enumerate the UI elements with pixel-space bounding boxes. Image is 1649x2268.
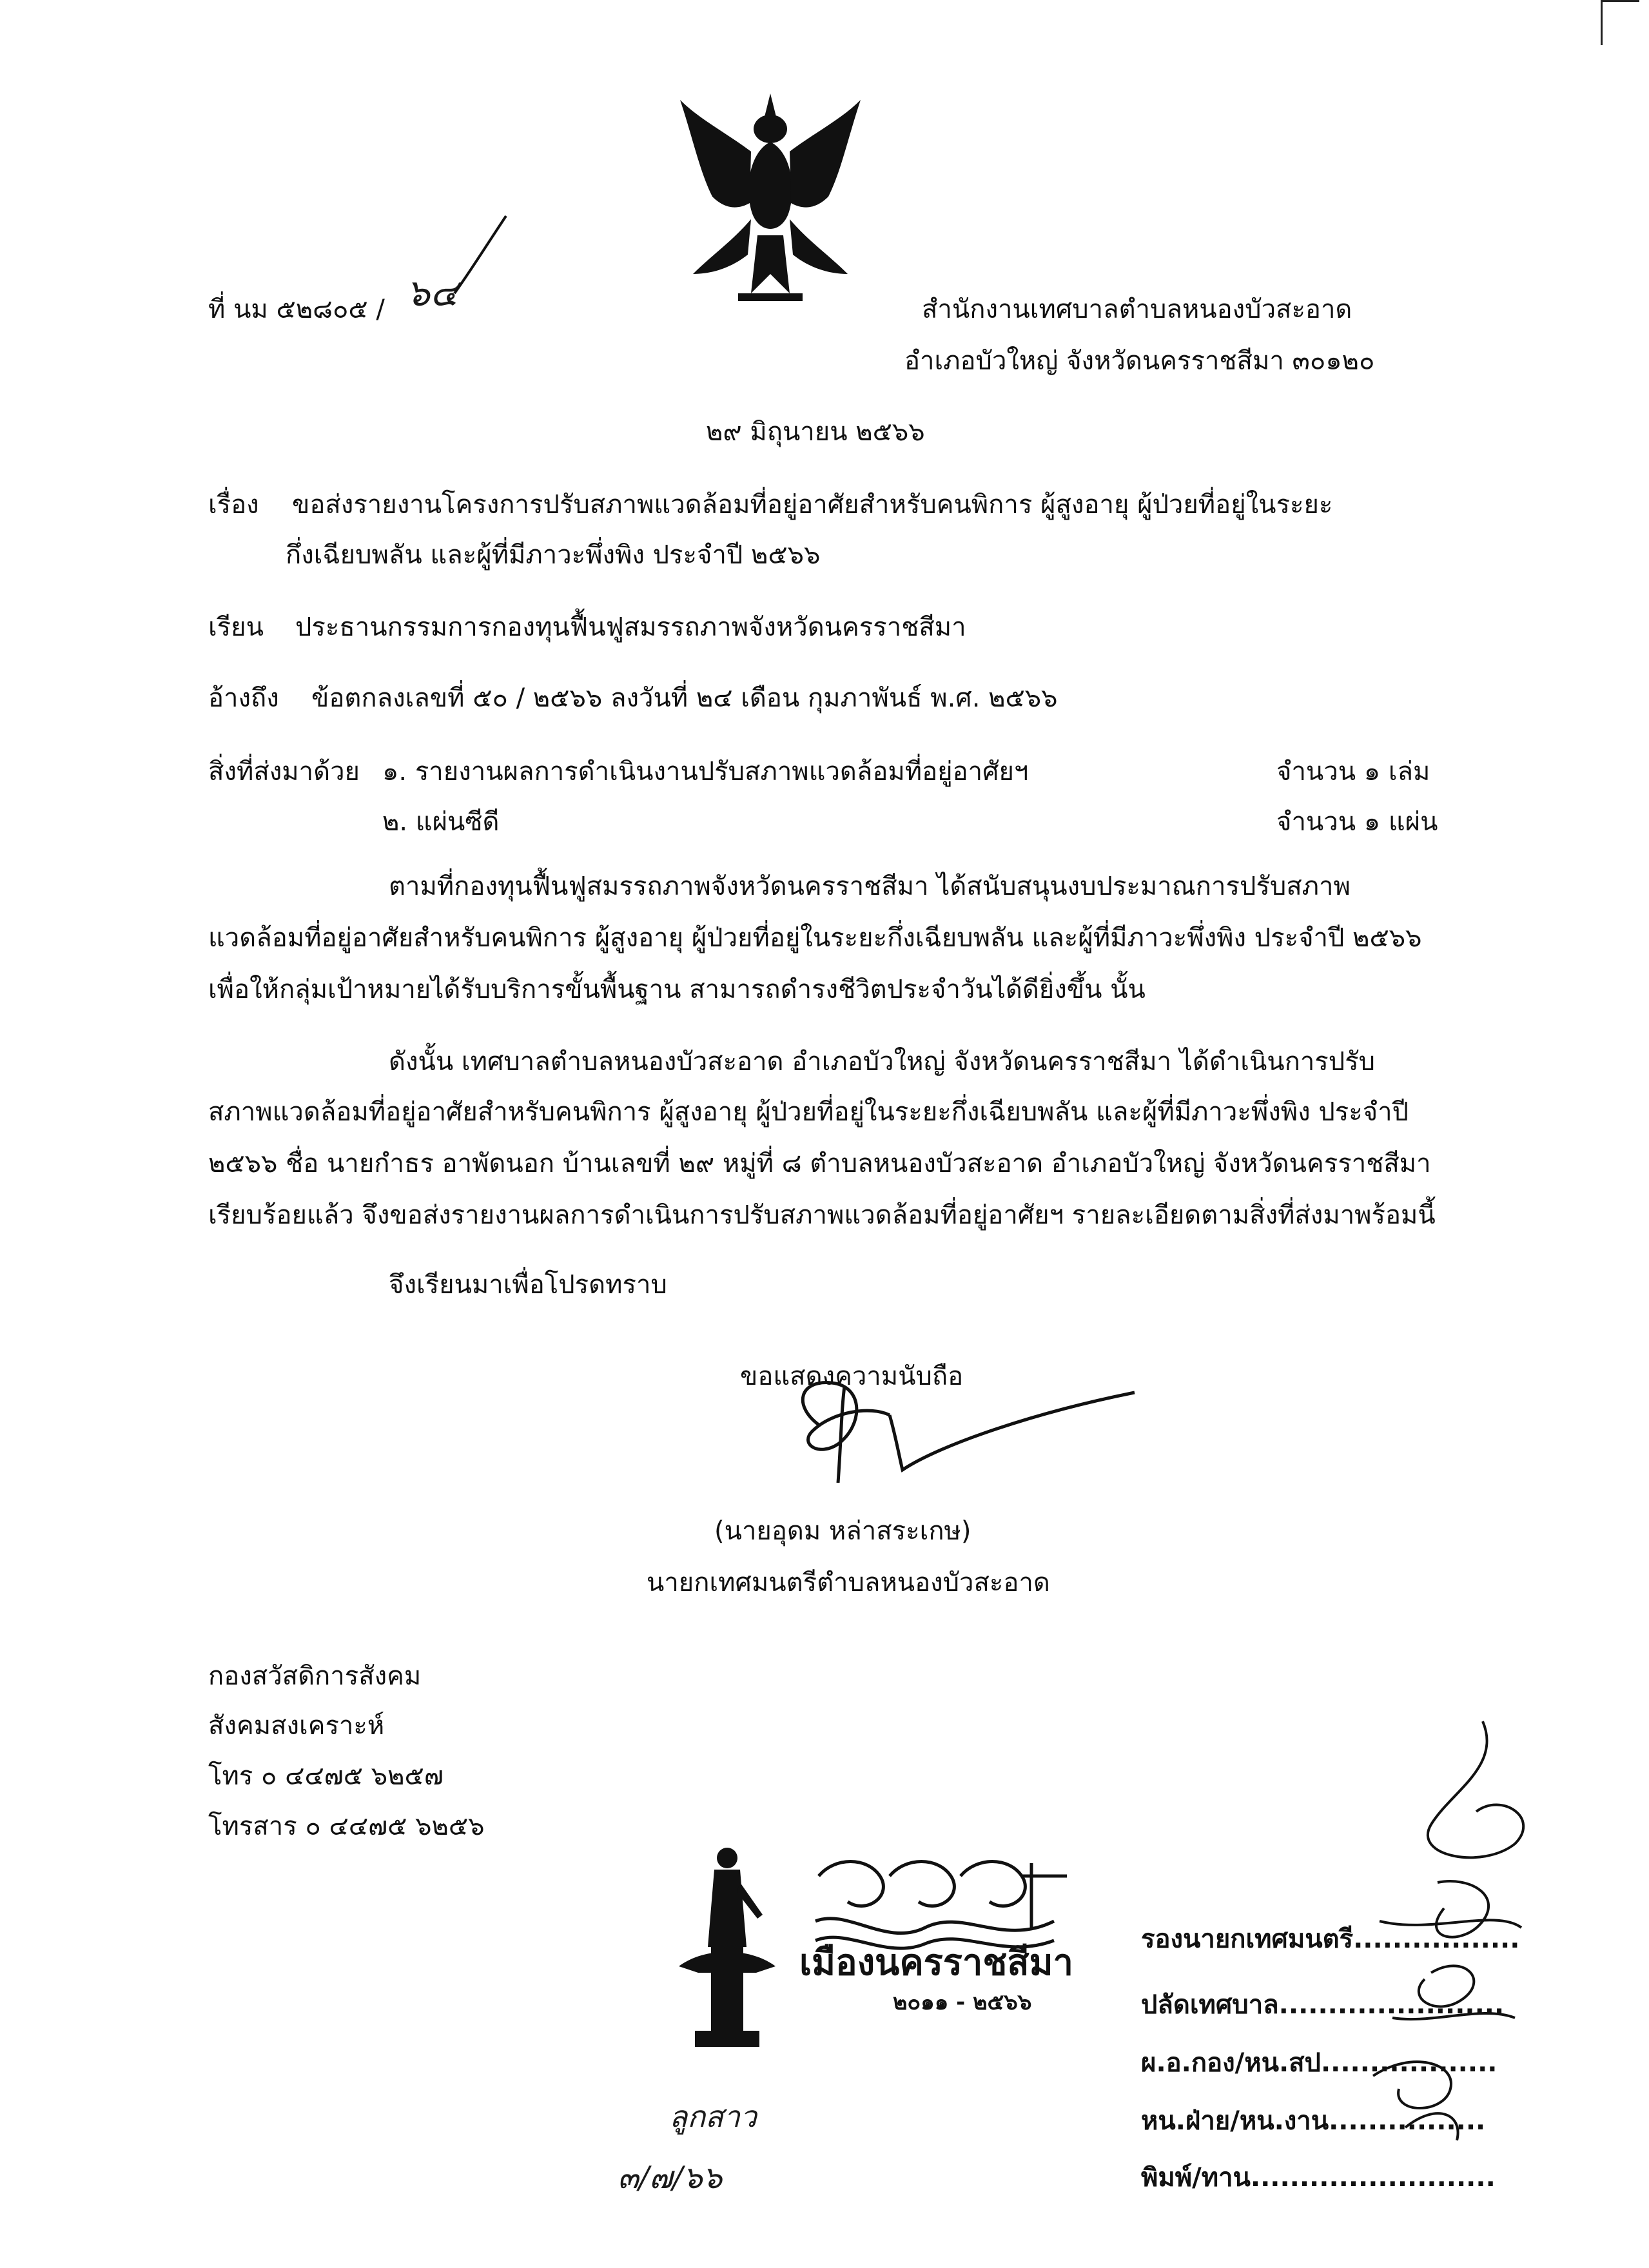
garuda-emblem	[674, 81, 867, 319]
enclosure-quantity: จำนวน ๑ แผ่น	[1276, 807, 1438, 837]
to-recipient: ประธานกรรมการกองทุนฟื้นฟูสมรรถภาพจังหวัดนครราชสีมา	[295, 612, 966, 642]
office-address: อำเภอบัวใหญ่ จังหวัดนครราชสีมา ๓๐๑๒๐	[904, 346, 1375, 376]
city-emblem-years: ๒๐๑๑ - ๒๕๖๖	[893, 1989, 1032, 2015]
routing-line: พิมพ์/ทาน.........................	[1141, 2163, 1496, 2193]
subject-label: เรื่อง	[208, 490, 259, 520]
paragraph-1-line: เพื่อให้กลุ่มเป้าหมายได้รับบริการขั้นพื้นฐาน สามารถดำรงชีวิตประจำวันได้ดียิ่งขึ้น นั้น	[208, 975, 1146, 1004]
handwritten-note: ๓/๗/๖๖	[618, 2160, 723, 2196]
paragraph-2-line: สภาพแวดล้อมที่อยู่อาศัยสำหรับคนพิการ ผู้สูงอายุ ผู้ป่วยที่อยู่ในระยะกึ่งเฉียบพลัน และผู้ที่มีภาวะพึ่งพิง ประจำปี	[208, 1097, 1409, 1127]
paragraph-1-line: ตามที่กองทุนฟื้นฟูสมรรถภาพจังหวัดนครราชสีมา ได้สนับสนุนงบประมาณการปรับสภาพ	[389, 872, 1351, 901]
handwritten-ref-number: ๖๔	[406, 271, 458, 315]
handwritten-note: ลูกสาว	[669, 2099, 757, 2134]
signer-title: นายกเทศมนตรีตำบลหนองบัวสะอาด	[647, 1568, 1050, 1598]
paragraph-2-line: เรียบร้อยแล้ว จึงขอส่งรายงานผลการดำเนินการปรับสภาพแวดล้อมที่อยู่อาศัยฯ รายละเอียดตามสิ่งที่ส่งมาพร้อมนี้	[208, 1200, 1436, 1230]
city-emblem-text: เมืองนครราชสีมา	[799, 1942, 1073, 1984]
closing-line: จึงเรียนมาเพื่อโปรดทราบ	[389, 1270, 667, 1300]
fax: โทรสาร ๐ ๔๔๗๕ ๖๒๕๖	[208, 1812, 485, 1841]
routing-line: รองนายกเทศมนตรี.................	[1141, 1924, 1520, 1954]
reference-text: ข้อตกลงเลขที่ ๕๐ / ๒๕๖๖ ลงวันที่ ๒๔ เดือน กุมภาพันธ์ พ.ศ. ๒๕๖๖	[311, 683, 1058, 713]
routing-line: ผ.อ.กอง/หน.สป..................	[1141, 2048, 1498, 2078]
monument-statue-icon	[666, 1844, 788, 2057]
subject-line-1: ขอส่งรายงานโครงการปรับสภาพแวดล้อมที่อยู่อาศัยสำหรับคนพิการ ผู้สูงอายุ ผู้ป่วยที่อยู่ในระยะ	[292, 490, 1333, 520]
phone: โทร ๐ ๔๔๗๕ ๖๒๕๗	[208, 1761, 444, 1791]
paragraph-2-line: ๒๕๖๖ ชื่อ นายกำธร อาพัดนอก บ้านเลขที่ ๒๙ หมู่ที่ ๘ ตำบลหนองบัวสะอาด อำเภอบัวใหญ่ จังหวัดนครราชสีมา	[208, 1149, 1431, 1178]
routing-line: ปลัดเทศบาล.......................	[1141, 1990, 1505, 2020]
ornament-icon	[809, 1850, 1080, 1953]
signature-icon	[780, 1367, 1141, 1496]
enclosure-item: ๑. รายงานผลการดำเนินงานปรับสภาพแวดล้อมที่อยู่อาศัยฯ	[382, 757, 1029, 787]
routing-line: หน.ฝ่าย/หน.งาน................	[1141, 2106, 1486, 2136]
paragraph-2-line: ดังนั้น เทศบาลตำบลหนองบัวสะอาด อำเภอบัวใหญ่ จังหวัดนครราชสีมา ได้ดำเนินการปรับ	[389, 1047, 1376, 1077]
regards: ขอแสดงความนับถือ	[740, 1362, 964, 1391]
page-edge-line	[1601, 0, 1603, 45]
reference-number: ที่ นม ๕๒๘๐๕ /	[208, 295, 385, 324]
initials-scribble-icon	[1354, 1715, 1554, 2179]
handwritten-flourish-icon	[451, 213, 509, 297]
reference-label: อ้างถึง	[208, 683, 279, 713]
paragraph-1-line: แวดล้อมที่อยู่อาศัยสำหรับคนพิการ ผู้สูงอายุ ผู้ป่วยที่อยู่ในระยะกึ่งเฉียบพลัน และผู้ที่มีภาวะพึ่งพิง ประจำปี ๒๕๖๖	[208, 923, 1422, 953]
department: กองสวัสดิการสังคม	[208, 1661, 422, 1691]
enclosure-item: ๒. แผ่นซีดี	[382, 807, 500, 837]
page-edge-line	[1601, 0, 1639, 2]
document-date: ๒๙ มิถุนายน ๒๕๖๖	[706, 417, 925, 447]
subject-line-2: กึ่งเฉียบพลัน และผู้ที่มีภาวะพึ่งพิง ประจำปี ๒๕๖๖	[286, 540, 821, 570]
section: สังคมสงเคราะห์	[208, 1711, 385, 1741]
to-label: เรียน	[208, 612, 264, 642]
enclosures-label: สิ่งที่ส่งมาด้วย	[208, 757, 360, 787]
enclosure-quantity: จำนวน ๑ เล่ม	[1276, 757, 1430, 787]
signer-name: (นายอุดม หล่าสระเกษ)	[714, 1516, 971, 1546]
office-name: สำนักงานเทศบาลตำบลหนองบัวสะอาด	[922, 295, 1352, 324]
